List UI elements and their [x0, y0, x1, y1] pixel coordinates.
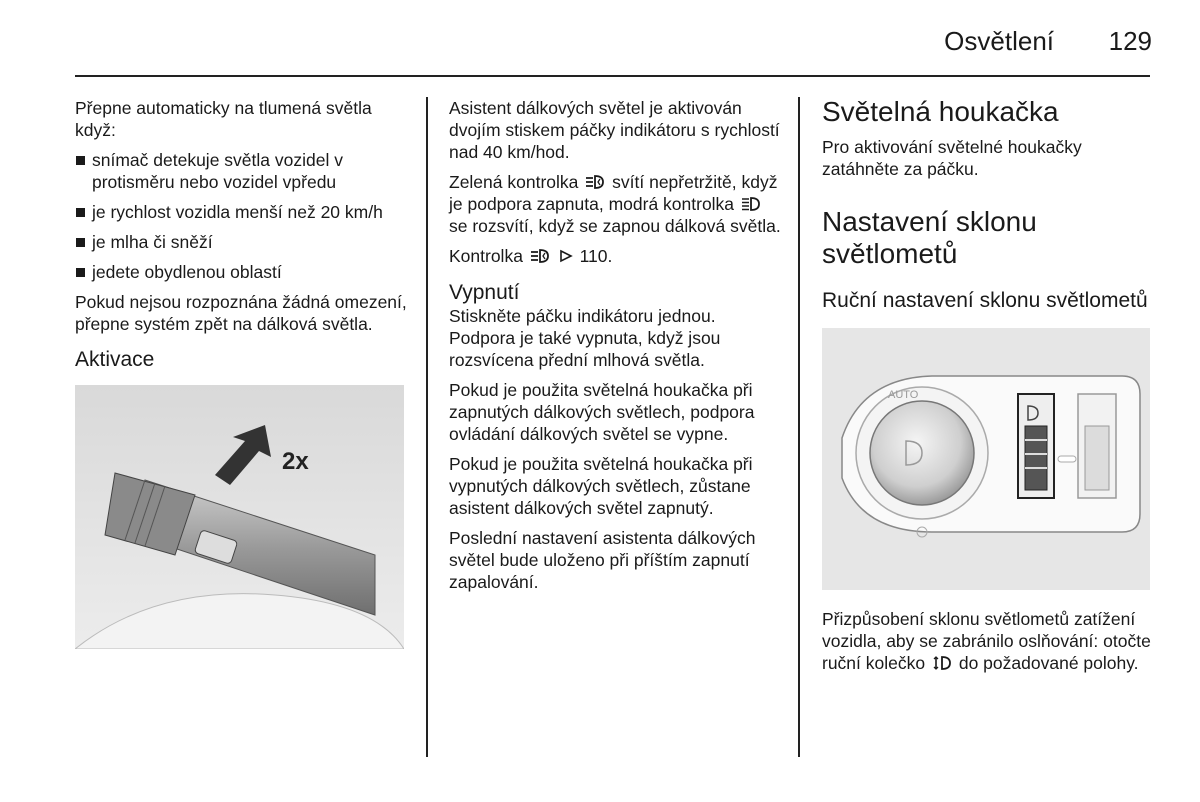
- text-fragment: svítí nepřetržitě, když je podpora zapnuta, modrá kontrolka: [449, 172, 778, 214]
- high-beam-icon: [741, 196, 761, 212]
- list-item: snímač detekuje světla vozidel v protisměru nebo vozidel vpředu: [75, 149, 410, 193]
- page-reference: 110.: [579, 246, 613, 266]
- light-switch-panel-illustration: [822, 328, 1150, 590]
- text-fragment: se rozsvítí, když se zapnou dálková světla.: [449, 216, 781, 236]
- high-beam-assist-icon: [585, 174, 605, 190]
- list-item: je rychlost vozidla menší než 20 km/h: [75, 201, 410, 223]
- text-fragment: Zelená kontrolka: [449, 172, 579, 192]
- column-divider: [426, 97, 428, 757]
- section-heading-nastaveni-sklonu: Nastavení sklonu světlometů: [822, 206, 1037, 269]
- section-heading-svetelna-houkacka: Světelná houkačka: [822, 96, 1059, 127]
- figure-label-2x: 2x: [282, 448, 309, 475]
- column-1: [75, 97, 410, 667]
- column-divider: [798, 97, 800, 757]
- paragraph: [822, 608, 1152, 674]
- list-item: je mlha či sněží: [75, 231, 410, 253]
- header-rule: [75, 75, 1150, 77]
- intro-text: Přepne automaticky na tlumená světla když:: [75, 98, 372, 140]
- list-item: jedete obydlenou oblastí: [75, 261, 410, 283]
- column-2: [449, 97, 784, 601]
- condition-list: [75, 149, 410, 283]
- paragraph: Pro aktivování světelné houkačky zatáhněte za páčku.: [822, 137, 1082, 179]
- page-number: 129: [1108, 26, 1152, 56]
- text-fragment: Kontrolka: [449, 246, 523, 266]
- column-3: [822, 96, 1152, 682]
- indicator-stalk-illustration: [75, 385, 404, 649]
- high-beam-assist-icon: [530, 248, 550, 264]
- paragraph: Pokud nejsou rozpoznána žádná omezení, přepne systém zpět na dálková světla.: [75, 292, 407, 334]
- auto-label: AUTO: [888, 389, 919, 401]
- section-heading-vypnuti: Vypnutí: [449, 281, 520, 304]
- paragraph: [449, 171, 784, 237]
- text-fragment: Přizpůsobení sklonu světlometů zatížení vozidla, aby se zabránilo oslňování: otočte ruční kolečko: [822, 609, 1151, 673]
- subsection-heading-rucni-nastaveni: Ruční nastavení sklonu světlometů: [822, 289, 1148, 312]
- page-reference-arrow-icon: [559, 248, 573, 264]
- paragraph: [449, 245, 784, 267]
- paragraph: Pokud je použita světelná houkačka při vypnutých dálkových světlech, zůstane asistent dálkových světel zapnutý.: [449, 454, 753, 518]
- section-heading-aktivace: Aktivace: [75, 348, 155, 371]
- paragraph: Poslední nastavení asistenta dálkových světel bude uloženo při příštím zapnutí zapalování.: [449, 528, 756, 592]
- running-header-title: Osvětlení: [944, 26, 1054, 56]
- paragraph: Stiskněte páčku indikátoru jednou. Podpora je také vypnuta, když jsou rozsvícena přední mlhová světla.: [449, 306, 721, 370]
- text-fragment: do požadované polohy.: [958, 653, 1139, 673]
- paragraph: Asistent dálkových světel je aktivován dvojím stiskem páčky indikátoru s rychlostí nad 40 km/hod.: [449, 98, 780, 162]
- headlight-range-icon: [932, 655, 952, 671]
- paragraph: Pokud je použita světelná houkačka při zapnutých dálkových světlech, podpora ovládání dálkových světel se vypne.: [449, 380, 755, 444]
